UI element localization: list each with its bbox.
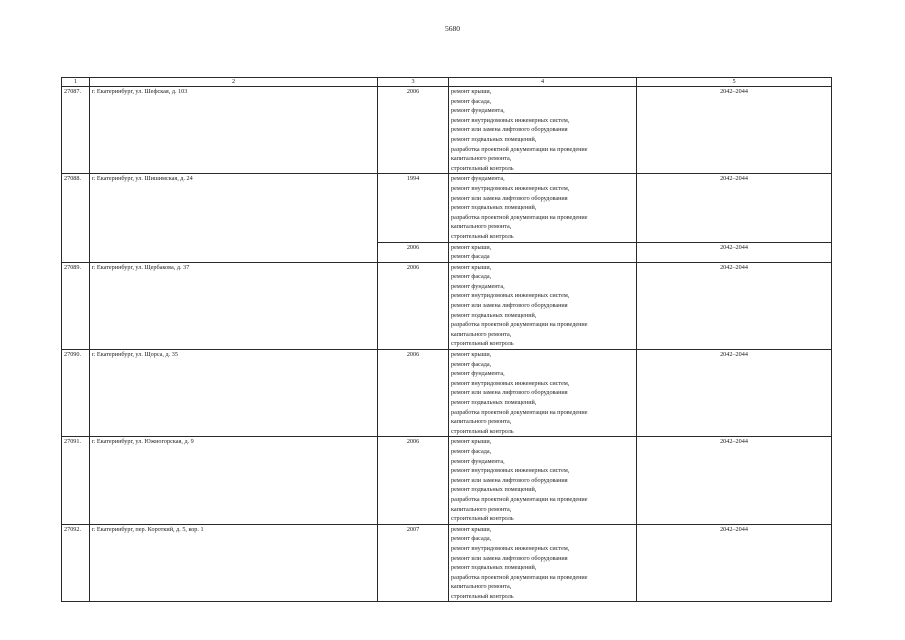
row-number: 27091. xyxy=(62,437,90,524)
work-item: ремонт внутридомовых инженерных систем, xyxy=(451,379,570,387)
period-cell: 2042–2044 xyxy=(637,262,832,349)
period-cell: 2042–2044 xyxy=(637,174,832,242)
work-item: ремонт крыши, xyxy=(451,263,492,271)
works-cell xyxy=(449,524,637,602)
row-number: 27090. xyxy=(62,350,90,437)
table-row xyxy=(62,87,832,174)
work-item: капитального ремонта, xyxy=(451,505,512,513)
header-row xyxy=(62,78,832,87)
works-cell xyxy=(449,262,637,349)
table-header xyxy=(62,78,832,87)
work-item: ремонт крыши, xyxy=(451,438,492,446)
year-cell: 2007 xyxy=(378,524,449,602)
year-cell: 2006 xyxy=(378,242,449,262)
work-item: разработка проектной документации на проведение xyxy=(451,321,588,329)
work-item: ремонт или замена лифтового оборудования xyxy=(451,554,568,562)
work-item: ремонт подвальных помещений, xyxy=(451,311,537,319)
header-col-3: 3 xyxy=(378,78,449,87)
work-item: капитального ремонта, xyxy=(451,155,512,163)
work-item: строительный контроль xyxy=(451,232,514,240)
work-item: ремонт фасада xyxy=(451,253,490,261)
work-item: ремонт или замена лифтового оборудования xyxy=(451,302,568,310)
work-item: ремонт внутридомовых инженерных систем, xyxy=(451,292,570,300)
work-item: ремонт фундамента, xyxy=(451,282,505,290)
work-item: ремонт фасада, xyxy=(451,97,492,105)
work-item: ремонт фасада, xyxy=(451,360,492,368)
work-item: ремонт или замена лифтового оборудования xyxy=(451,126,568,134)
table-body xyxy=(62,87,832,602)
table-row xyxy=(62,524,832,602)
works-cell xyxy=(449,350,637,437)
work-item: ремонт или замена лифтового оборудования xyxy=(451,389,568,397)
works-cell xyxy=(449,174,637,242)
year-cell: 1994 xyxy=(378,174,449,242)
address-cell: г. Екатеринбург, ул. Щербакова, д. 37 xyxy=(90,262,378,349)
work-item: строительный контроль xyxy=(451,340,514,348)
header-col-4: 4 xyxy=(449,78,637,87)
work-item: ремонт внутридомовых инженерных систем, xyxy=(451,184,570,192)
work-item: ремонт фундамента, xyxy=(451,175,505,183)
work-item: капитального ремонта, xyxy=(451,583,512,591)
row-number: 27089. xyxy=(62,262,90,349)
work-item: ремонт подвальных помещений, xyxy=(451,486,537,494)
work-item: ремонт подвальных помещений, xyxy=(451,135,537,143)
work-item: ремонт фундамента, xyxy=(451,457,505,465)
work-item: ремонт фундамента, xyxy=(451,107,505,115)
address-cell: г. Екатеринбург, ул. Южногорская, д. 9 xyxy=(90,437,378,524)
table-row xyxy=(62,262,832,349)
year-cell: 2006 xyxy=(378,437,449,524)
table-row xyxy=(62,174,832,242)
work-item: разработка проектной документации на проведение xyxy=(451,213,588,221)
work-item: ремонт крыши, xyxy=(451,88,492,95)
work-item: капитального ремонта, xyxy=(451,418,512,426)
work-item: ремонт или замена лифтового оборудования xyxy=(451,194,568,202)
year-cell: 2006 xyxy=(378,87,449,174)
header-col-2: 2 xyxy=(90,78,378,87)
work-item: разработка проектной документации на проведение xyxy=(451,408,588,416)
work-item: ремонт крыши, xyxy=(451,525,492,533)
work-item: капитального ремонта, xyxy=(451,330,512,338)
period-cell: 2042–2044 xyxy=(637,524,832,602)
row-number: 27088. xyxy=(62,174,90,262)
work-item: ремонт внутридомовых инженерных систем, xyxy=(451,467,570,475)
address-cell: г. Екатеринбург, ул. Шишимская, д. 24 xyxy=(90,174,378,262)
work-item: ремонт крыши, xyxy=(451,243,492,251)
work-item: ремонт крыши, xyxy=(451,351,492,359)
page-number: 5680 xyxy=(445,24,460,33)
work-item: строительный контроль xyxy=(451,515,514,523)
work-item: ремонт фасада, xyxy=(451,273,492,281)
work-item: ремонт подвальных помещений, xyxy=(451,399,537,406)
work-item: разработка проектной документации на проведение xyxy=(451,495,588,503)
work-item: ремонт подвальных помещений, xyxy=(451,204,537,212)
work-item: капитального ремонта, xyxy=(451,223,512,231)
address-cell: г. Екатеринбург, ул. Шефская, д. 103 xyxy=(90,87,378,174)
table-row xyxy=(62,437,832,524)
work-item: ремонт внутридомовых инженерных систем, xyxy=(451,544,570,552)
period-cell: 2042–2044 xyxy=(637,437,832,524)
year-cell: 2006 xyxy=(378,262,449,349)
work-item: ремонт или замена лифтового оборудования xyxy=(451,476,568,484)
registry-table xyxy=(61,77,832,602)
work-item: ремонт фасада, xyxy=(451,447,492,455)
works-cell xyxy=(449,437,637,524)
work-item: ремонт подвальных помещений, xyxy=(451,564,537,572)
work-item: строительный контроль xyxy=(451,164,514,172)
table-row xyxy=(62,350,832,437)
work-item: ремонт внутридомовых инженерных систем, xyxy=(451,116,570,124)
row-number: 27092. xyxy=(62,524,90,602)
work-item: строительный контроль xyxy=(451,427,514,435)
period-cell: 2042–2044 xyxy=(637,87,832,174)
period-cell: 2042–2044 xyxy=(637,242,832,262)
works-cell xyxy=(449,87,637,174)
work-item: разработка проектной документации на проведение xyxy=(451,145,588,153)
row-number: 27087. xyxy=(62,87,90,174)
work-item: ремонт фундамента, xyxy=(451,370,505,378)
work-item: ремонт фасада, xyxy=(451,535,492,543)
year-cell: 2006 xyxy=(378,350,449,437)
work-item: строительный контроль xyxy=(451,592,514,600)
period-cell: 2042–2044 xyxy=(637,350,832,437)
header-col-5: 5 xyxy=(637,78,832,87)
works-cell xyxy=(449,242,637,262)
address-cell: г. Екатеринбург, ул. Щорса, д. 35 xyxy=(90,350,378,437)
address-cell: г. Екатеринбург, пер. Короткий, д. 5, кор. 1 xyxy=(90,524,378,602)
work-item: разработка проектной документации на проведение xyxy=(451,573,588,581)
header-col-1: 1 xyxy=(62,78,90,87)
